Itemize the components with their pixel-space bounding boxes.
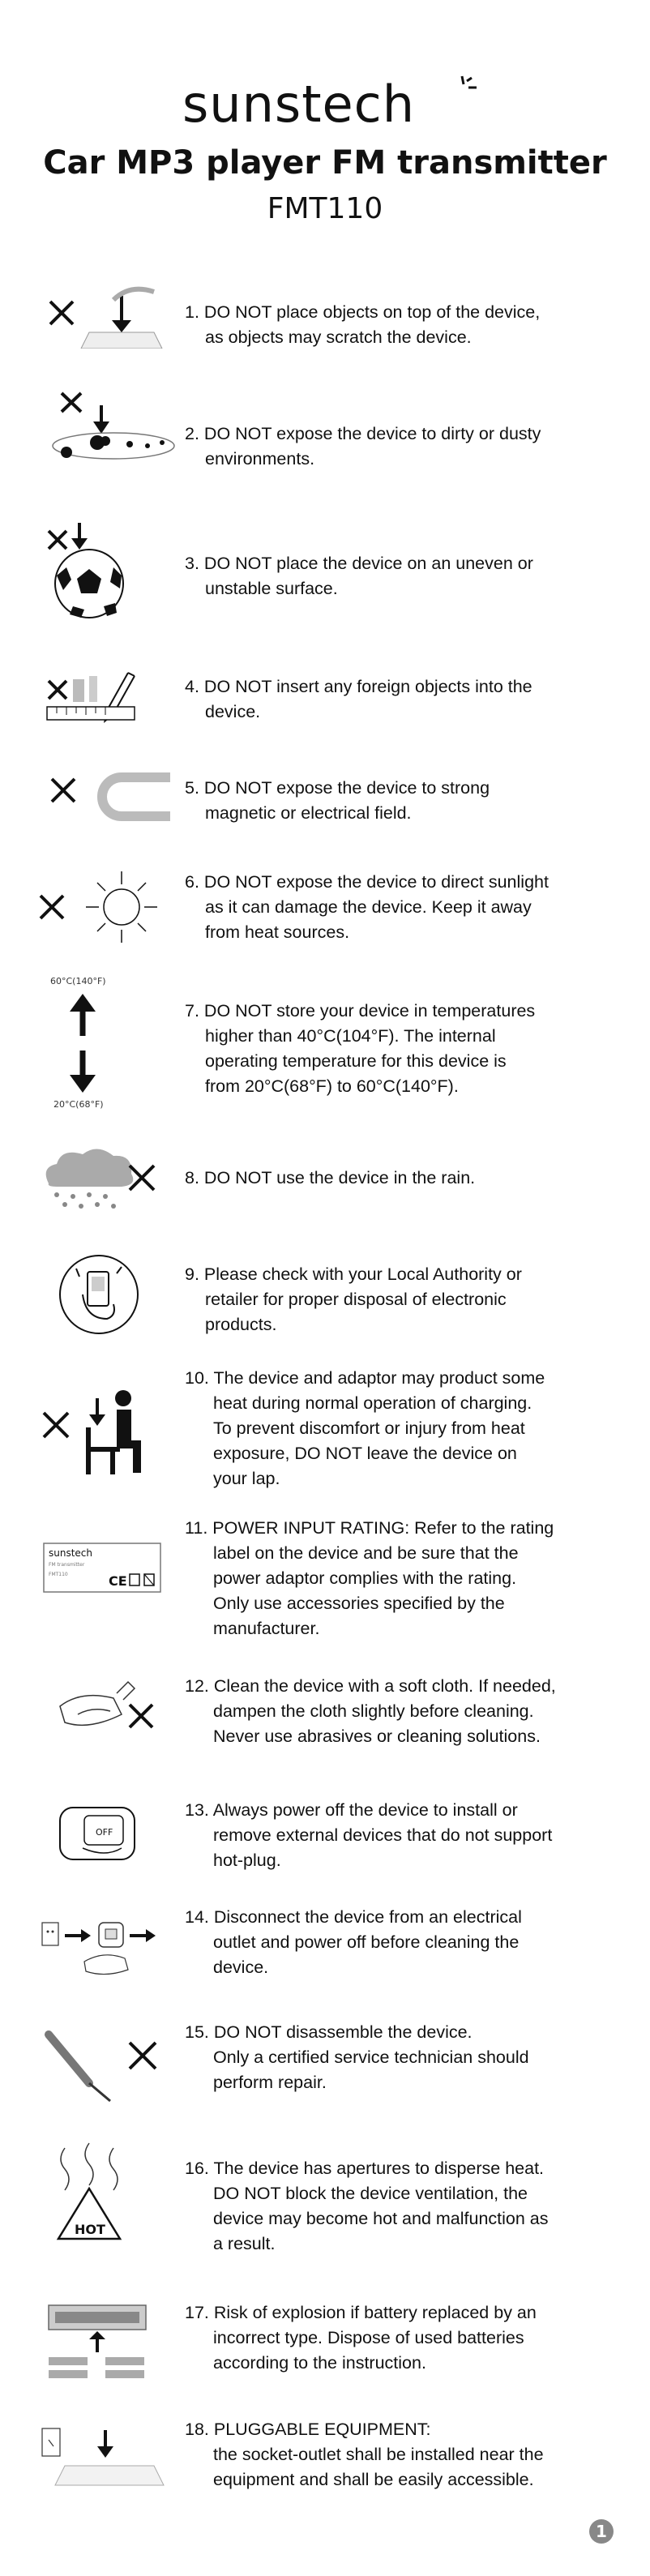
item-13-line-3: hot-plug. bbox=[213, 1851, 281, 1870]
rating-model: FMT110 bbox=[49, 1572, 68, 1577]
rating-product: FM transmitter bbox=[49, 1562, 85, 1568]
item-11-line-1: 11. POWER INPUT RATING: Refer to the rating bbox=[185, 1518, 554, 1538]
disconnect-before-cleaning-icon bbox=[32, 1905, 178, 1986]
no-magnetic-field-icon bbox=[32, 766, 178, 831]
power-off-icon bbox=[32, 1791, 178, 1872]
item-15-line-1: 15. DO NOT disassemble the device. bbox=[185, 2022, 473, 2042]
product-model: FMT110 bbox=[267, 192, 383, 225]
no-disassemble-icon bbox=[32, 2010, 178, 2107]
socket-outlet-icon bbox=[32, 2407, 178, 2488]
item-9-line-1: 9. Please check with your Local Authority or bbox=[185, 1264, 522, 1284]
item-12-line-2: dampen the cloth slightly before cleaning. bbox=[213, 1701, 534, 1721]
item-2-line-1: 2. DO NOT expose the device to dirty or dusty bbox=[185, 424, 541, 443]
temp-high-label: 60°C(140°F) bbox=[50, 976, 106, 986]
item-10-line-1: 10. The device and adaptor may product some bbox=[185, 1368, 545, 1388]
page-number-badge: 1 bbox=[589, 2519, 614, 2544]
item-4-line-2: device. bbox=[205, 702, 261, 721]
brand-logo: sunstech bbox=[182, 75, 416, 134]
product-title: Car MP3 player FM transmitter bbox=[43, 144, 607, 182]
rating-label-icon bbox=[32, 1516, 178, 1597]
item-13-line-1: 13. Always power off the device to install or bbox=[185, 1800, 518, 1820]
item-5-line-1: 5. DO NOT expose the device to strong bbox=[185, 778, 490, 798]
disposal-icon bbox=[32, 1244, 178, 1341]
item-16-line-4: a result. bbox=[213, 2234, 276, 2253]
item-10-line-5: your lap. bbox=[213, 1469, 280, 1488]
item-2-line-2: environments. bbox=[205, 449, 315, 469]
item-13-line-2: remove external devices that do not support bbox=[213, 1825, 553, 1845]
no-uneven-surface-icon bbox=[32, 519, 178, 624]
item-14-line-2: outlet and power off before cleaning the bbox=[213, 1932, 520, 1952]
item-7-line-1: 7. DO NOT store your device in temperatures bbox=[185, 1001, 536, 1021]
item-3-line-1: 3. DO NOT place the device on an uneven or bbox=[185, 554, 533, 573]
item-11-line-2: label on the device and be sure that the bbox=[213, 1543, 519, 1563]
item-18-line-2: the socket-outlet shall be installed near the bbox=[213, 2445, 544, 2464]
item-14-line-1: 14. Disconnect the device from an electrical bbox=[185, 1907, 522, 1927]
item-12-line-3: Never use abrasives or cleaning solutions. bbox=[213, 1727, 541, 1746]
rating-brand: sunstech bbox=[49, 1547, 93, 1559]
item-4-line-1: 4. DO NOT insert any foreign objects into the bbox=[185, 677, 532, 696]
item-16-line-1: 16. The device has apertures to disperse heat. bbox=[185, 2159, 545, 2178]
item-10-line-4: exposure, DO NOT leave the device on bbox=[213, 1444, 517, 1463]
item-6-line-2: as it can damage the device. Keep it away bbox=[205, 897, 532, 917]
item-6-line-3: from heat sources. bbox=[205, 922, 350, 942]
item-7-line-4: from 20°C(68°F) to 60°C(140°F). bbox=[205, 1076, 459, 1096]
item-11-line-4: Only use accessories specified by the bbox=[213, 1594, 505, 1613]
item-10-line-2: heat during normal operation of charging. bbox=[213, 1393, 532, 1413]
no-sunlight-icon bbox=[32, 863, 178, 952]
item-17-line-2: incorrect type. Dispose of used batteries bbox=[213, 2328, 524, 2347]
no-lap-heat-icon bbox=[32, 1366, 178, 1487]
item-5-line-2: magnetic or electrical field. bbox=[205, 803, 412, 823]
hot-label: HOT bbox=[75, 2222, 105, 2237]
item-17-line-3: according to the instruction. bbox=[213, 2353, 426, 2373]
no-foreign-objects-icon bbox=[32, 665, 178, 730]
temperature-range-icon bbox=[32, 973, 178, 1110]
hot-ventilation-icon bbox=[32, 2140, 178, 2245]
item-18-line-3: equipment and shall be easily accessible. bbox=[213, 2470, 534, 2489]
item-3-line-2: unstable surface. bbox=[205, 579, 338, 598]
item-9-line-3: products. bbox=[205, 1315, 277, 1334]
item-15-line-3: perform repair. bbox=[213, 2073, 327, 2092]
item-11-line-5: manufacturer. bbox=[213, 1619, 320, 1638]
item-6-line-1: 6. DO NOT expose the device to direct sunlight bbox=[185, 872, 549, 892]
item-8-line-1: 8. DO NOT use the device in the rain. bbox=[185, 1168, 476, 1187]
temp-low-label: 20°C(68°F) bbox=[53, 1099, 104, 1110]
item-10-line-3: To prevent discomfort or injury from heat bbox=[213, 1419, 525, 1438]
item-18-line-1: 18. PLUGGABLE EQUIPMENT: bbox=[185, 2420, 431, 2439]
item-1-line-2: as objects may scratch the device. bbox=[205, 327, 472, 347]
item-12-line-1: 12. Clean the device with a soft cloth. If needed, bbox=[185, 1676, 556, 1696]
off-label: OFF bbox=[96, 1827, 113, 1838]
item-15-line-2: Only a certified service technician should bbox=[213, 2048, 529, 2067]
item-11-line-3: power adaptor complies with the rating. bbox=[213, 1568, 517, 1588]
item-7-line-2: higher than 40°C(104°F). The internal bbox=[205, 1026, 496, 1046]
no-rain-icon bbox=[32, 1143, 178, 1216]
item-1-line-1: 1. DO NOT place objects on top of the device, bbox=[185, 302, 541, 322]
battery-icon bbox=[32, 2294, 178, 2383]
no-dust-icon bbox=[32, 389, 178, 462]
item-9-line-2: retailer for proper disposal of electronic bbox=[205, 1290, 507, 1309]
clean-soft-cloth-icon bbox=[32, 1674, 178, 1747]
item-7-line-3: operating temperature for this device is bbox=[205, 1051, 507, 1071]
item-17-line-1: 17. Risk of explosion if battery replaced by an bbox=[185, 2303, 537, 2322]
no-objects-on-top-icon bbox=[32, 284, 178, 349]
item-16-line-3: device may become hot and malfunction as bbox=[213, 2209, 549, 2228]
item-14-line-3: device. bbox=[213, 1958, 269, 1977]
item-16-line-2: DO NOT block the device ventilation, the bbox=[213, 2184, 528, 2203]
rating-ce: CE bbox=[109, 1573, 127, 1589]
brand-spark-icon bbox=[455, 73, 488, 105]
